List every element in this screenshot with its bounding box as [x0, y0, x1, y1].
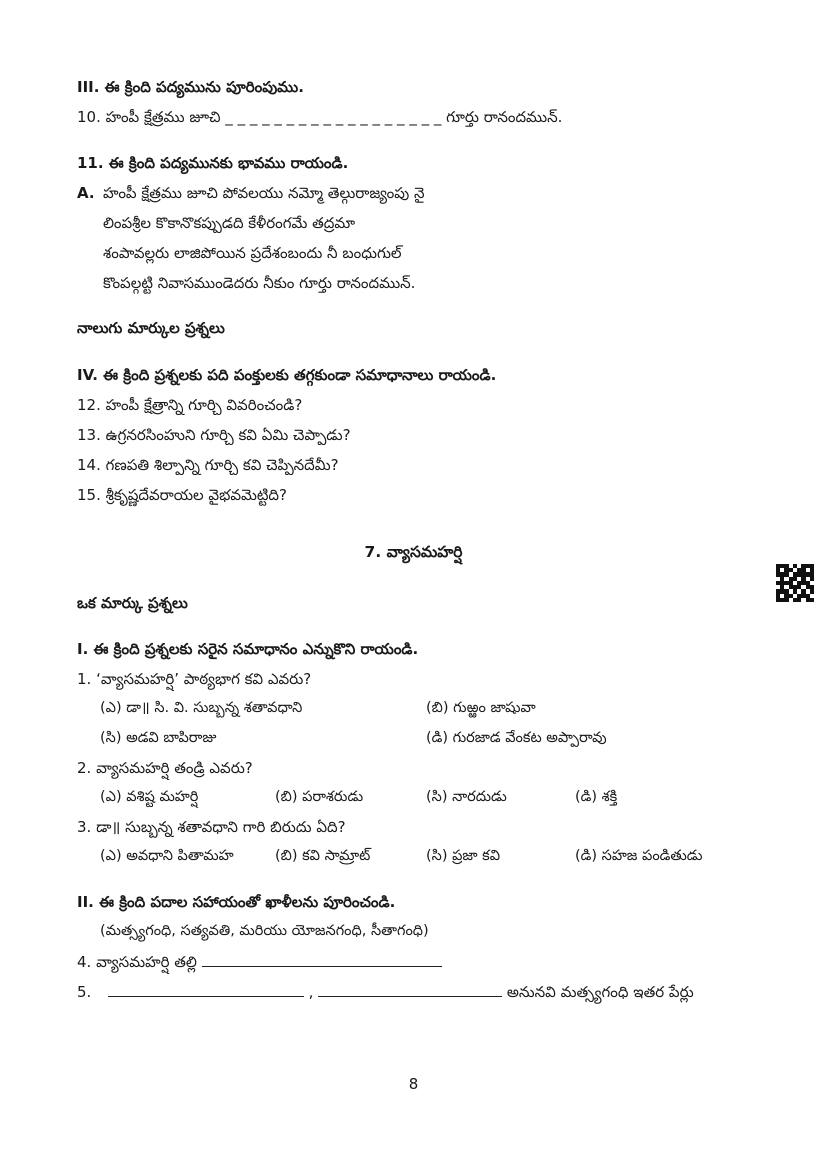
question-5	[77, 983, 694, 1005]
q2-option-c: (సి) నారదుడు	[426, 789, 507, 805]
one-mark-heading: ఒక మార్కు ప్రశ్నలు	[77, 594, 188, 612]
question-3: 3. డా॥ సుబ్బన్న శతావధాని గారి బిరుదు ఏది?	[77, 818, 346, 836]
word-bank: (మత్స్యగంధి, సత్యవతి, మరియు యోజనగంధి, సీతాగంధి)	[100, 923, 429, 939]
answer-label: A.	[77, 184, 95, 202]
section-iii-heading: III. ఈ క్రింది పద్యమును పూరింపుము.	[77, 78, 304, 96]
question-15: 15. శ్రీకృష్ణదేవరాయల వైభవమెట్టిది?	[77, 486, 287, 504]
q1-option-a: (ఎ) డా॥ సి. వి. సుబ్బన్న శతావధాని	[100, 700, 303, 716]
q1-option-b: (బి) గుఱ్ఱం జాషువా	[426, 700, 536, 716]
page-number: 8	[408, 1075, 419, 1093]
q2-option-a: (ఎ) వశిష్ట మహర్షి	[100, 789, 199, 805]
q10-blank: _ _ _ _ _ _ _ _ _ _ _ _ _ _ _ _ _ _	[225, 108, 442, 126]
section-ii-heading: II. ఈ క్రింది పదాల సహాయంతో ఖాళీలను పూరించండి.	[77, 893, 396, 911]
poem-line-3: శంపావల్లరు లాజిపోయిన ప్రదేశంబందు నీ బంధుగుల్	[103, 244, 402, 262]
question-4	[77, 953, 442, 975]
qr-code-icon[interactable]	[776, 564, 814, 602]
q10-text-start: 10. హంపీ క్షేత్రము జూచి	[77, 108, 226, 126]
lesson-title: 7. వ్యాసమహర్షి	[364, 543, 463, 561]
question-10	[77, 108, 562, 130]
question-11-heading: 11. ఈ క్రింది పద్యమునకు భావము రాయండి.	[77, 154, 349, 172]
q1-option-d: (డి) గురజాడ వేంకట అప్పారావు	[426, 730, 607, 746]
q3-option-c: (సి) ప్రజా కవి	[426, 848, 501, 864]
q4-text: 4. వ్యాసమహర్షి తల్లి	[77, 953, 197, 971]
poem-line-2: లింపశ్రీల కొకానొకప్పుడది కేళీరంగమే తద్రమా	[103, 214, 356, 232]
q2-option-d: (డి) శక్తి	[575, 789, 618, 805]
question-2: 2. వ్యాసమహర్షి తండ్రి ఎవరు?	[77, 759, 253, 777]
q3-option-d: (డి) సహజ పండితుడు	[575, 848, 703, 864]
poem-line-1: హంపీ క్షేత్రము జూచి పోవలయు నమ్మో తెల్గురాజ్యంపు నై	[103, 184, 425, 202]
question-12: 12. హంపీ క్షేత్రాన్ని గూర్చి వివరించండి?	[77, 396, 303, 414]
q5-blank-2	[318, 984, 502, 997]
q4-blank	[202, 954, 442, 967]
q3-option-a: (ఎ) అవధాని పితామహ	[100, 848, 234, 864]
section-i-heading: I. ఈ క్రింది ప్రశ్నలకు సరైన సమాధానం ఎన్నుకొని రాయండి.	[77, 640, 419, 658]
question-14: 14. గణపతి శిల్పాన్ని గూర్చి కవి చెప్పినదేమీ?	[77, 456, 339, 474]
question-13: 13. ఉగ్రనరసింహుని గూర్చి కవి ఏమి చెప్పాడు?	[77, 426, 351, 444]
poem-line-4: కొంపల్గట్టి నివాసముండెదరు నీకుం గూర్తు రానందమున్.	[103, 274, 416, 292]
section-iv-heading: IV. ఈ క్రింది ప్రశ్నలకు పది పంక్తులకు తగ్గకుండా సమాధానాలు రాయండి.	[77, 366, 497, 384]
question-1: 1. ‘వ్యాసమహర్షి’ పాఠ్యభాగ కవి ఎవరు?	[77, 670, 312, 688]
q5-comma: ,	[308, 983, 314, 1001]
q5-blank-1	[108, 984, 304, 997]
q3-option-b: (బి) కవి సామ్రాట్	[275, 848, 371, 864]
q5-number: 5.	[77, 983, 92, 1001]
q5-text: అనునవి మత్స్యగంధి ఇతర పేర్లు	[506, 983, 694, 1001]
q1-option-c: (సి) అడవి బాపిరాజు	[100, 730, 217, 746]
q10-text-end: గూర్తు రానందమున్.	[441, 108, 563, 126]
q2-option-b: (బి) పరాశరుడు	[275, 789, 364, 805]
four-marks-heading: నాలుగు మార్కుల ప్రశ్నలు	[77, 319, 225, 337]
